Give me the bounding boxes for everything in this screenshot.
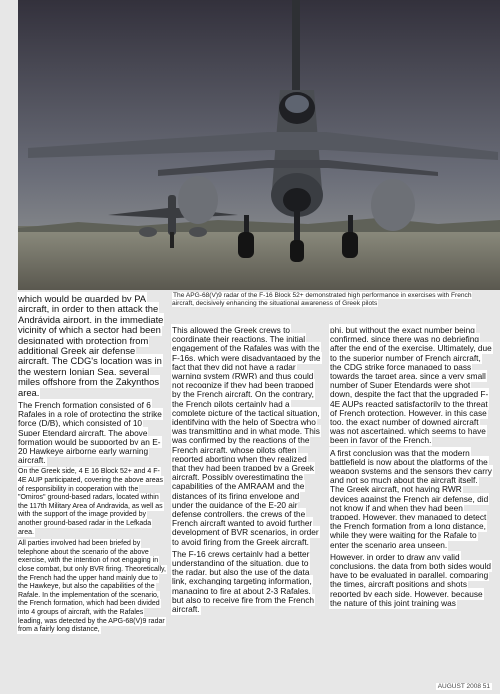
paragraph-text: However, in order to draw any valid conclusions, the data from both sides would have to be evaluated in parallel, comparing the times, aircraft positions and shots reported by each side. However, because the nature of this joint training was <box>330 551 491 608</box>
photo-caption <box>172 292 494 309</box>
paragraph <box>330 553 492 608</box>
paragraph <box>172 550 322 614</box>
paragraph <box>18 540 166 635</box>
paragraph <box>18 468 166 537</box>
paragraph-text: On the Greek side, 4 E 16 Block 52+ and 4 F-4E AUP participated, covering the above areas of responsibility in cooperation with the "Omiros" ground-based radars, located within the 117th Military Area of Andravida, as well as with the support of the image provided by another ground-based radar in the Lefkada area. <box>18 468 164 536</box>
text-column-1 <box>18 294 166 638</box>
caption-text: The APG-68(V)9 radar of the F-16 Block 52+ demonstrated high performance in exercises with French aircraft, decisively enhancing the situational awareness of Greek pilots <box>172 292 472 308</box>
paragraph-text: This allowed the Greek crews to coordinate their reactions. The initial engagement of the Rafales was with the F-16s, which were disadvantaged by the fact that they did not have a radar warning system (RWR) and thus could not recognize if they had been trapped by the French aircraft. On the contrary, the French pilots certainly had a complete picture of the tactical situation, identifying with the help of Spectra who was transmitting and in what mode. This was confirmed by the reactions of the French aircraft, whose pilots often reported aborting when they realized that they had been trapped by a Greek aircraft. Possibly overestimating the capabilities of the AMRAAM and the distances of its firing envelope and under the guidance of the E-20 air defense controllers, the crews of the French aircraft wanted to avoid further development of BVR scenarios, in order to avoid firing from the Greek aircraft. <box>172 325 321 547</box>
text-column-3 <box>330 326 492 611</box>
paragraph <box>18 294 166 398</box>
page-footer: AUGUST 2008 51 <box>437 683 490 690</box>
hero-photo <box>18 0 500 290</box>
paragraph-text: which would be guarded by PA aircraft, in order to then attack the Andrávida airport, in the immediate vicinity of which a sector had been designated with protection from additional Greek air defense aircraft. The CDG's location was in the western Ionian Sea, several miles offshore from the Zakynthos area. <box>18 293 164 398</box>
f16-photo <box>18 0 500 290</box>
paragraph <box>330 449 492 550</box>
paragraph <box>172 326 322 547</box>
paragraph-text: The French formation consisted of 6 Rafales in a role of protecting the strike force (D/B), which consisted of 10 Super Etendard aircraft. The above formation would be supported by an E-20 Hawkeye airborne early warning aircraft. <box>18 400 162 466</box>
paragraph-text: All parties involved had been briefed by telephone about the scenario of the above exercise, with the intention of not engaging in close combat, but only BVR firing. Theoretically, the French had the upper hand mainly due to the Hawkeye, but also the capabilities of the Rafale. In the implementation of the scenario, the French formation, which had been divided into 4 groups of aircraft, with the Rafales leading, was detected by the APG-68(V)9 radar from a fairly long distance, <box>18 540 166 634</box>
paragraph <box>18 401 166 465</box>
paragraph-text: The F-16 crews certainly had a better understanding of the situation, due to the radar, but also the use of the data link, exchanging targeting information, managing to fire at about 2-3 Rafales, but also to receive fire from the French aircraft. <box>172 548 315 615</box>
text-column-2 <box>172 326 322 617</box>
paragraph <box>330 326 492 446</box>
paragraph-text: A first conclusion was that the modern battlefield is now about the platforms of the weapon systems and the sensors they carry and not so much about the aircraft itself. The Greek aircraft, not having RWR devices against the French air defense, did not know if and when they had been trapped. However, they managed to detect the French formation from a long distance, while they were waiting for the Rafale to enter the scenario area unseen. <box>330 447 492 550</box>
paragraph-text: phi, but without the exact number being confirmed, since there was no debriefing after the end of the exercise. Ultimately, due to the superior number of French aircraft, the CDG strike force managed to pass towards the target area, since a very small number of Super Etendards were shot down, despite the fact that the upgraded F-4E AUPs reacted satisfactorily to the threat of French protection. However, in this case too, the exact number of downed aircraft was not ascertained, which seems to have been in favor of the French. <box>330 325 492 446</box>
